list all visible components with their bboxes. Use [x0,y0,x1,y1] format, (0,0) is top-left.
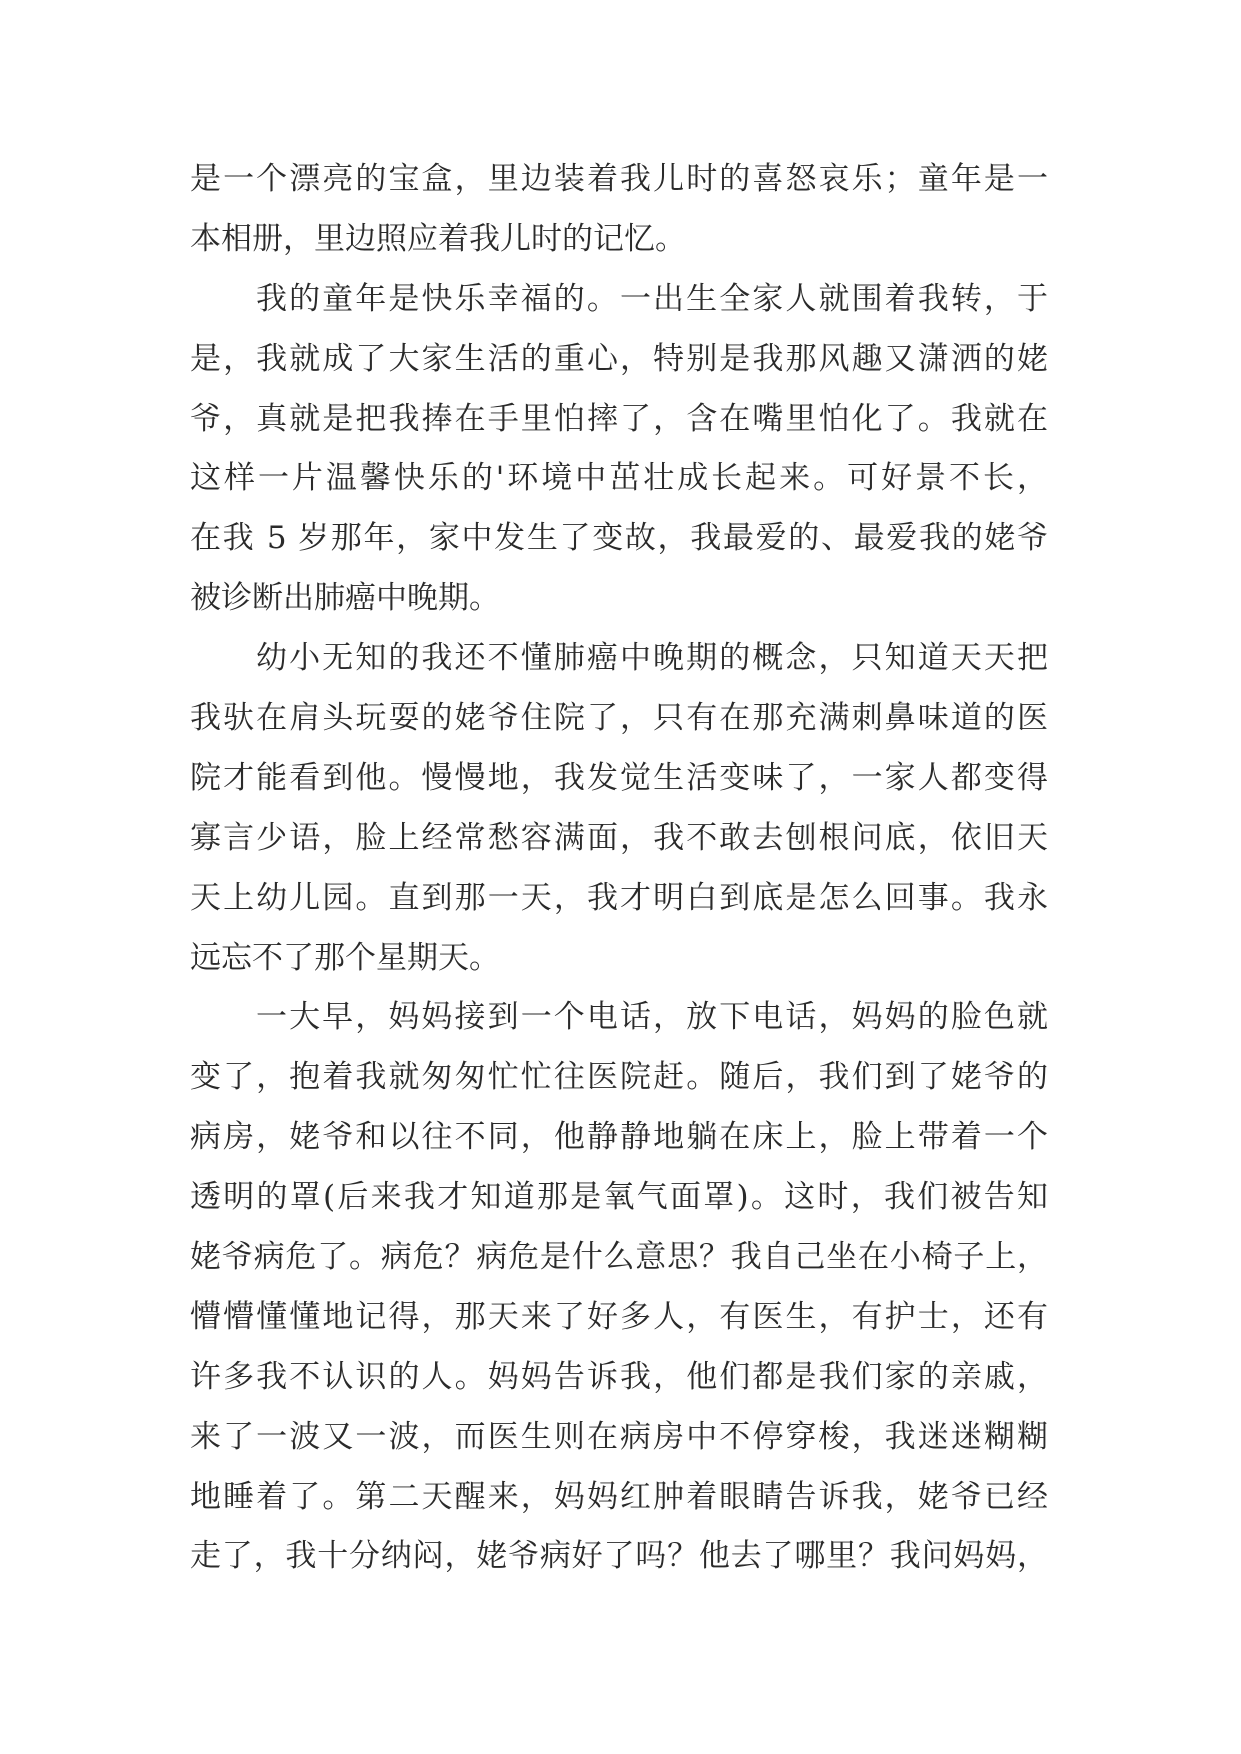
paragraph [190,280,1048,639]
text-line: 我的童年是快乐幸福的。一出生全家人就围着我转，于 [256,280,1048,317]
text-line: 地睡着了。第二天醒来，妈妈红肿着眼睛告诉我，姥爷已经 [190,1478,1048,1515]
text-line: 远忘不了那个星期天。 [190,939,500,976]
text-line: 这样一片温馨快乐的'环境中茁壮成长起来。可好景不长， [190,460,1048,497]
text-line: 姥爷病危了。病危？病危是什么意思？我自己坐在小椅子上， [190,1239,1048,1276]
text-line: 透明的罩(后来我才知道那是氧气面罩)。这时，我们被告知 [190,1179,1048,1216]
text-line: 一大早，妈妈接到一个电话，放下电话，妈妈的脸色就 [256,999,1048,1036]
text-line: 变了，抱着我就匆匆忙忙往医院赶。随后，我们到了姥爷的 [190,1059,1048,1096]
text-line: 来了一波又一波，而医生则在病房中不停穿梭，我迷迷糊糊 [190,1418,1048,1455]
paragraph [190,639,1048,998]
paragraph [190,998,1048,1597]
text-line: 本相册，里边照应着我儿时的记忆。 [190,220,686,257]
paragraph [190,160,1048,280]
text-line: 病房，姥爷和以往不同，他静静地躺在床上，脸上带着一个 [190,1119,1048,1156]
text-line: 我驮在肩头玩耍的姥爷住院了，只有在那充满刺鼻味道的医 [190,700,1048,737]
text-line: 是，我就成了大家生活的重心，特别是我那风趣又潇洒的姥 [190,340,1048,377]
body-text [190,160,1048,1597]
text-line: 幼小无知的我还不懂肺癌中晚期的概念，只知道天天把 [256,640,1048,677]
text-line: 寡言少语，脸上经常愁容满面，我不敢去刨根问底，依旧天 [190,819,1048,856]
text-line: 许多我不认识的人。妈妈告诉我，他们都是我们家的亲戚， [190,1358,1048,1395]
text-line: 天上幼儿园。直到那一天，我才明白到底是怎么回事。我永 [190,879,1048,916]
text-line: 院才能看到他。慢慢地，我发觉生活变味了，一家人都变得 [190,759,1048,796]
text-line: 爷，真就是把我捧在手里怕摔了，含在嘴里怕化了。我就在 [190,400,1048,437]
text-line: 是一个漂亮的宝盒，里边装着我儿时的喜怒哀乐；童年是一 [190,161,1048,197]
text-line: 在我 5 岁那年，家中发生了变故，我最爱的、最爱我的姥爷 [190,520,1048,557]
text-line: 走了，我十分纳闷，姥爷病好了吗？他去了哪里？我问妈妈， [190,1538,1048,1575]
text-line: 被诊断出肺癌中晚期。 [190,580,500,617]
text-line: 懵懵懂懂地记得，那天来了好多人，有医生，有护士，还有 [190,1298,1048,1335]
